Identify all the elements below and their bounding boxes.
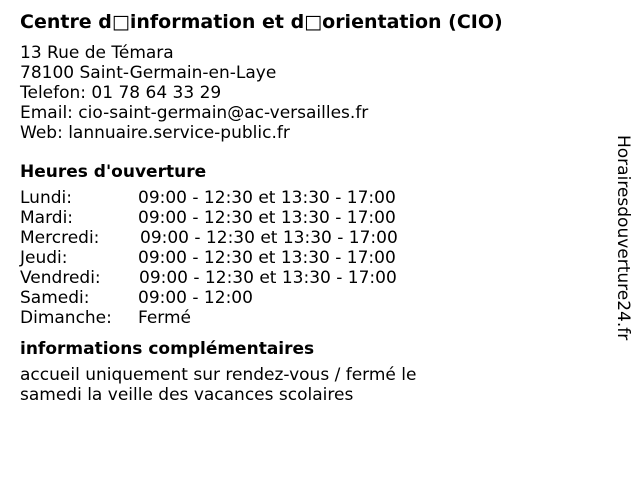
day-label: Lundi:: [20, 188, 72, 208]
contact-block: [20, 43, 610, 143]
hours-row-wednesday: [20, 228, 610, 248]
day-label: Mardi:: [20, 208, 74, 228]
opening-hours-card: [20, 10, 610, 405]
time-value: Fermé: [138, 308, 192, 328]
email-line: Email: cio-saint-germain@ac-versailles.fr: [20, 103, 369, 123]
hours-row-friday: [20, 268, 610, 288]
address-city: 78100 Saint-Germain-en-Laye: [20, 63, 277, 83]
time-value: 09:00 - 12:30 et 13:30 - 17:00: [138, 208, 396, 228]
hours-table: [20, 188, 610, 328]
hours-heading: Heures d'ouverture: [20, 162, 207, 182]
time-value: 09:00 - 12:30 et 13:30 - 17:00: [139, 268, 397, 288]
day-label: Jeudi:: [20, 248, 68, 268]
time-value: 09:00 - 12:30 et 13:30 - 17:00: [138, 188, 396, 208]
page-title: Centre d□information et d□orientation (CIO): [20, 11, 503, 33]
site-watermark: Horairesdouverture24.fr: [613, 135, 633, 341]
hours-row-tuesday: [20, 208, 610, 228]
web-line: Web: lannuaire.service-public.fr: [20, 123, 290, 143]
info-text: accueil uniquement sur rendez-vous / fermé le samedi la veille des vacances scolaires: [20, 365, 417, 405]
day-label: Samedi:: [20, 288, 90, 308]
hours-row-sunday: [20, 308, 610, 328]
hours-row-saturday: [20, 288, 610, 308]
time-value: 09:00 - 12:00: [138, 288, 253, 308]
hours-row-monday: [20, 188, 610, 208]
info-heading: informations complémentaires: [20, 339, 315, 359]
day-label: Dimanche:: [20, 308, 112, 328]
time-value: 09:00 - 12:30 et 13:30 - 17:00: [140, 228, 398, 248]
day-label: Mercredi:: [20, 228, 100, 248]
day-label: Vendredi:: [20, 268, 101, 288]
phone-line: Telefon: 01 78 64 33 29: [20, 83, 222, 103]
address-street: 13 Rue de Témara: [20, 43, 174, 63]
time-value: 09:00 - 12:30 et 13:30 - 17:00: [138, 248, 396, 268]
hours-row-thursday: [20, 248, 610, 268]
